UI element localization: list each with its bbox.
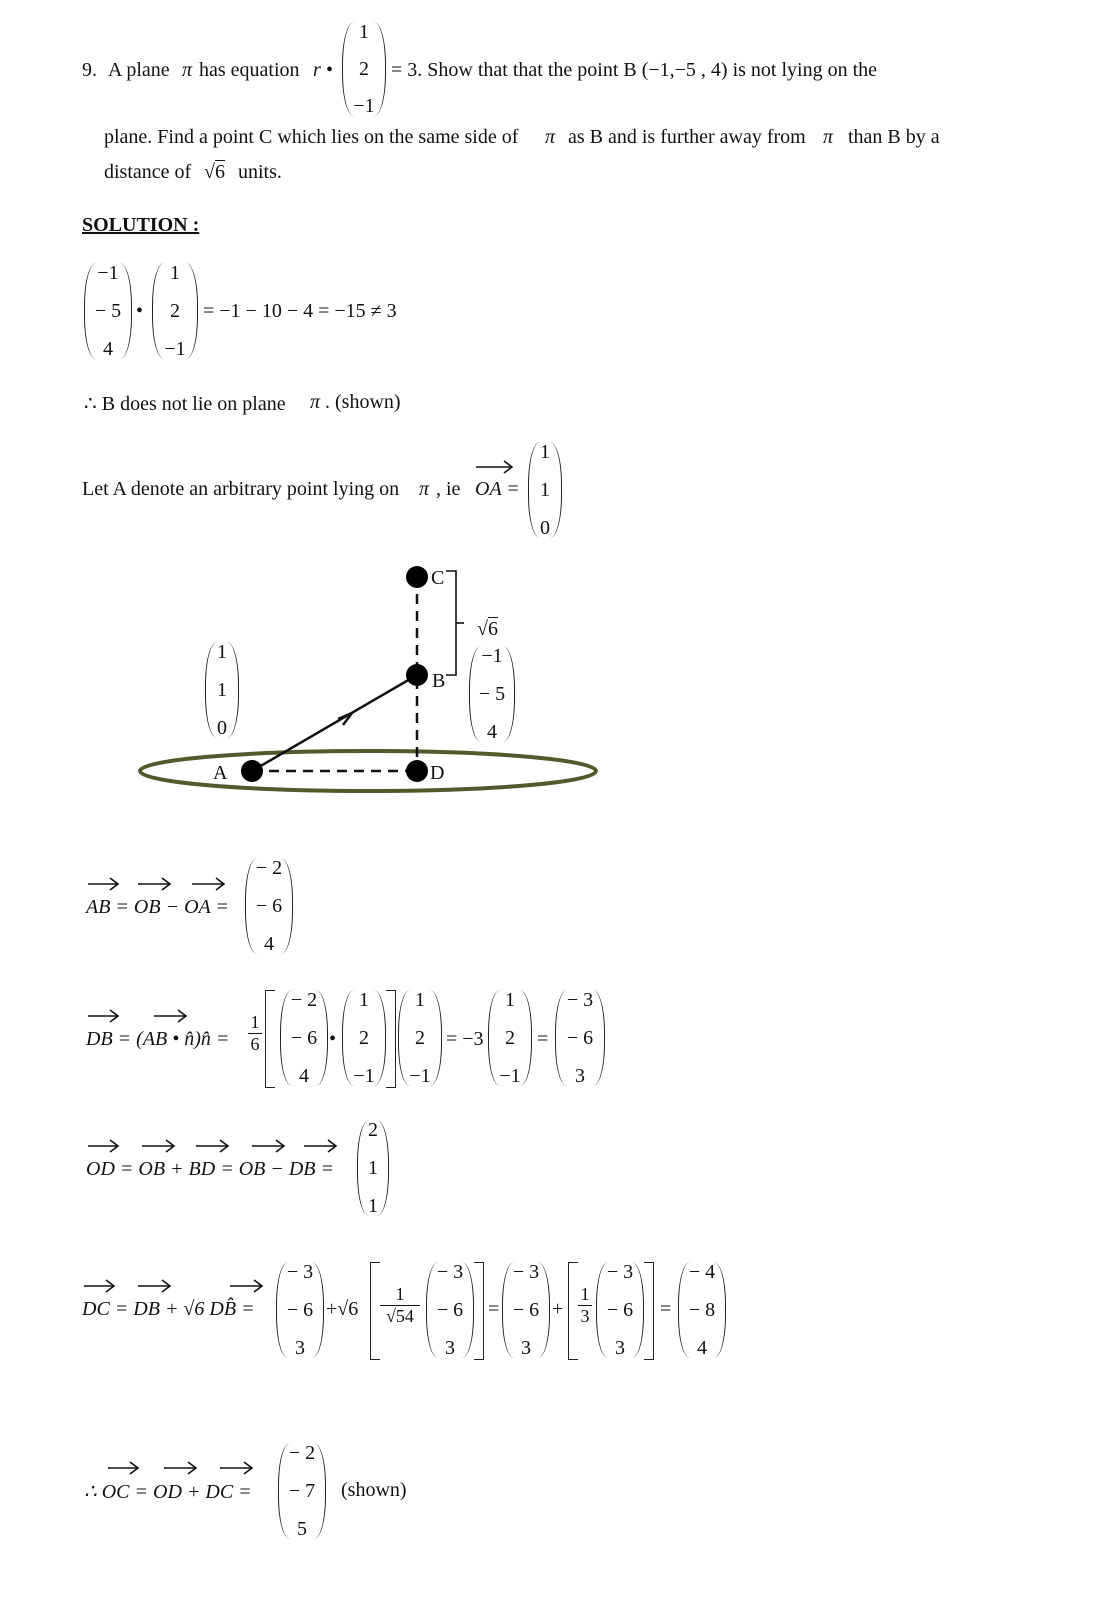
vector-arrow-icon [474, 459, 516, 475]
dc-plus: +√6 [326, 1298, 359, 1320]
question-line1-pre: A plane [108, 59, 170, 81]
bracket-left [265, 990, 275, 1088]
ab-z: 4 [264, 933, 274, 955]
diagram-vector-b-y: − 5 [478, 683, 506, 705]
ab-x: − 2 [255, 857, 283, 879]
equals-sign: = [488, 1298, 500, 1320]
pi-symbol: π [419, 478, 430, 500]
dc-v3-y: − 6 [512, 1299, 540, 1321]
let-a-post: , ie [436, 478, 461, 500]
db-v5-z: 3 [575, 1065, 585, 1087]
od-x: 2 [368, 1119, 378, 1141]
dc-fraction2-num: 1 [578, 1284, 592, 1306]
dc-v3-x: − 3 [512, 1261, 540, 1283]
od-equation: OD = OB + BD = OB − DB = [86, 1158, 335, 1180]
normal-x: 1 [359, 21, 369, 43]
db-v2-y: 2 [359, 1027, 369, 1049]
od-y: 1 [368, 1157, 378, 1179]
db-v2-x: 1 [359, 989, 369, 1011]
db-mid: = −3 [446, 1028, 484, 1050]
dc-v1-y: − 6 [286, 1299, 314, 1321]
diagram-vector-b [469, 646, 515, 742]
normal-y: 2 [359, 58, 369, 80]
db-v1-y: − 6 [290, 1027, 318, 1049]
db-vector-arrows-icon [86, 1008, 196, 1024]
plane-ellipse [140, 751, 596, 791]
db-vector-3 [398, 990, 442, 1086]
dc-v1-z: 3 [295, 1337, 305, 1359]
db-vector-4 [488, 990, 532, 1086]
db-vector-1 [280, 990, 328, 1086]
db-fraction [248, 1012, 262, 1055]
sqrt6-label: √6 [477, 618, 498, 640]
brace-icon [446, 571, 456, 675]
ab-arrow-icon [338, 713, 352, 725]
db-v3-y: 2 [415, 1027, 425, 1049]
dc-vector-4 [596, 1262, 644, 1358]
label-b: B [432, 670, 446, 692]
oa-label: OA = [475, 478, 520, 500]
therefore-b: ∴ B does not lie on plane [84, 393, 286, 415]
dc-v2-z: 3 [445, 1337, 455, 1359]
diagram-vector-a-x: 1 [217, 641, 227, 663]
oc-z: 5 [297, 1518, 307, 1540]
point-a [241, 760, 263, 782]
dot-operator: • [326, 59, 334, 81]
oc-equation: ∴ OC = OD + DC = [84, 1481, 252, 1503]
equals-sign: = [537, 1028, 549, 1050]
plane-diagram [130, 555, 610, 805]
label-a: A [213, 762, 228, 784]
dc-vector-arrows-icon [82, 1278, 282, 1294]
question-line2: plane. Find a point C which lies on the same side of [104, 126, 519, 148]
question-line3-pre: distance of [104, 161, 192, 183]
od-z: 1 [368, 1195, 378, 1217]
bracket-left [370, 1262, 380, 1360]
od-vector-arrows-icon [86, 1138, 346, 1154]
db-v4-z: −1 [499, 1065, 521, 1087]
dc-vector-result [678, 1262, 726, 1358]
sqrt6-radicand: 6 [487, 618, 498, 640]
solution-heading: SOLUTION : [82, 214, 200, 236]
point-c [406, 566, 428, 588]
dc-v5-y: − 8 [688, 1299, 716, 1321]
dc-fraction-num: 1 [380, 1284, 420, 1306]
vector-n [152, 263, 198, 359]
db-v1-z: 4 [299, 1065, 309, 1087]
vector-b-x: −1 [97, 262, 119, 284]
normal-vector [342, 22, 386, 116]
diagram-vector-a-z: 0 [217, 717, 227, 739]
vector-n-y: 2 [170, 300, 180, 322]
dc-v1-x: − 3 [286, 1261, 314, 1283]
equals-sign: = [660, 1298, 672, 1320]
dc-fraction-den: √54 [386, 1306, 414, 1326]
pi-symbol: π [823, 126, 834, 148]
vector-oa [528, 442, 562, 538]
oc-vector-arrows-icon [106, 1460, 266, 1476]
dc-vector-1 [276, 1262, 324, 1358]
vector-b [84, 263, 132, 359]
dc-v2-x: − 3 [436, 1261, 464, 1283]
question-line1-post: = 3. Show that that the point B (−1,−5 , 4) is not lying on the [391, 59, 878, 81]
label-c: C [431, 567, 445, 589]
pi-symbol: π [310, 391, 321, 413]
diagram-vector-b-z: 4 [487, 721, 497, 743]
point-b [406, 664, 428, 686]
bracket-left [568, 1262, 578, 1360]
therefore-b-post: . (shown) [325, 391, 401, 413]
dc-fraction2-den: 3 [580, 1306, 590, 1326]
dc-v4-y: − 6 [606, 1299, 634, 1321]
db-equation: DB = (AB • n̂)n̂ = [86, 1028, 230, 1050]
dc-vector-3 [502, 1262, 550, 1358]
diagram-vector-b-x: −1 [481, 645, 503, 667]
normal-z: −1 [353, 95, 375, 117]
pi-symbol: π [545, 126, 556, 148]
dc-equation: DC = DB + √6 DB̂ = [82, 1298, 255, 1320]
dc-v4-z: 3 [615, 1337, 625, 1359]
position-vector-r: r [313, 59, 321, 81]
ab-y: − 6 [255, 895, 283, 917]
od-vector [357, 1120, 389, 1216]
oc-vector [278, 1443, 326, 1539]
sqrt-radicand: 6 [214, 161, 225, 183]
dc-v4-x: − 3 [606, 1261, 634, 1283]
db-v4-x: 1 [505, 989, 515, 1011]
vector-oa-x: 1 [540, 441, 550, 463]
label-d: D [430, 762, 445, 784]
pi-symbol: π [182, 59, 193, 81]
bracket-right [644, 1262, 654, 1360]
vector-b-y: − 5 [94, 300, 122, 322]
dc-v5-z: 4 [697, 1337, 707, 1359]
ab-line [252, 675, 417, 771]
check-result: = −1 − 10 − 4 = −15 ≠ 3 [203, 300, 397, 322]
diagram-vector-a [205, 642, 239, 738]
db-v5-x: − 3 [566, 989, 594, 1011]
vector-oa-z: 0 [540, 517, 550, 539]
db-vector-result [555, 990, 605, 1086]
sqrt-symbol: √6 [204, 161, 225, 183]
db-v1-x: − 2 [290, 989, 318, 1011]
dc-fraction [380, 1284, 420, 1327]
point-d [406, 760, 428, 782]
ab-vector [245, 858, 293, 954]
vector-oa-y: 1 [540, 479, 550, 501]
question-line2-c: than B by a [848, 126, 940, 148]
db-v3-x: 1 [415, 989, 425, 1011]
diagram-vector-a-y: 1 [217, 679, 227, 701]
dot-operator: • [329, 1028, 337, 1050]
dc-v3-z: 3 [521, 1337, 531, 1359]
dc-vector-2 [426, 1262, 474, 1358]
dc-fraction-2 [578, 1284, 592, 1327]
dc-v5-x: − 4 [688, 1261, 716, 1283]
vector-n-z: −1 [164, 338, 186, 360]
oc-x: − 2 [288, 1442, 316, 1464]
question-line3-post: units. [238, 161, 282, 183]
db-fraction-num: 1 [248, 1012, 262, 1034]
db-fraction-den: 6 [250, 1034, 260, 1054]
question-line2-b: as B and is further away from [568, 126, 806, 148]
dot-operator: • [136, 300, 144, 322]
plus-sign: + [552, 1298, 564, 1320]
db-v5-y: − 6 [566, 1027, 594, 1049]
db-v4-y: 2 [505, 1027, 515, 1049]
question-line1-mid: has equation [199, 59, 300, 81]
vector-n-x: 1 [170, 262, 180, 284]
bracket-right [386, 990, 396, 1088]
bracket-right [474, 1262, 484, 1360]
db-v2-z: −1 [353, 1065, 375, 1087]
dc-v2-y: − 6 [436, 1299, 464, 1321]
db-vector-2 [342, 990, 386, 1086]
ab-vector-arrows-icon [86, 876, 236, 892]
let-a-text: Let A denote an arbitrary point lying on [82, 478, 400, 500]
oc-y: − 7 [288, 1480, 316, 1502]
question-number: 9. [82, 59, 97, 81]
oc-shown: (shown) [341, 1479, 407, 1501]
ab-equation: AB = OB − OA = [86, 896, 229, 918]
db-v3-z: −1 [409, 1065, 431, 1087]
vector-b-z: 4 [103, 338, 113, 360]
